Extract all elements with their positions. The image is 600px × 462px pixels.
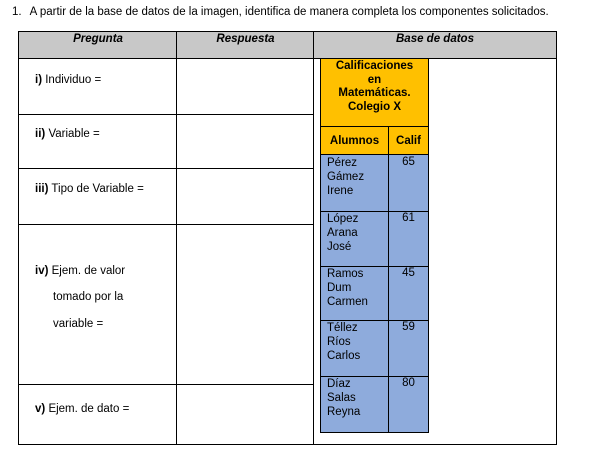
row-divider	[19, 114, 314, 115]
question-ejemplo-valor-line3: variable =	[53, 318, 104, 330]
database-column-alumnos: Alumnos	[321, 127, 388, 155]
database-student-name: Ramos Dum Carmen	[327, 268, 368, 308]
question-tipo-variable: iii) Tipo de Variable =	[35, 183, 144, 195]
database-title: Calificaciones en Matemáticas. Colegio X	[321, 59, 428, 127]
worksheet-table	[18, 31, 557, 445]
header-pregunta: Pregunta	[19, 32, 177, 59]
database-grade: 80	[402, 377, 415, 389]
question-ejemplo-dato: v) Ejem. de dato =	[35, 403, 130, 415]
database-student-name: Téllez Ríos Carlos	[327, 322, 361, 362]
question-ejemplo-valor-line2: tomado por la	[53, 291, 124, 303]
question-variable: ii) Variable =	[35, 128, 100, 140]
database-student-name: Pérez Gámez Irene	[327, 157, 365, 197]
database-grade: 45	[402, 267, 415, 279]
database-student-name: Díaz Salas Reyna	[327, 378, 361, 418]
row-divider	[19, 224, 314, 225]
instruction-text: A partir de la base de datos de la imagen, identifica de manera completa los componentes solicitados.	[29, 6, 549, 18]
instruction	[12, 6, 549, 18]
database-grade: 65	[402, 156, 415, 168]
database-table	[320, 58, 429, 433]
question-individuo: i) Individuo =	[35, 74, 102, 86]
database-grade: 61	[402, 212, 415, 224]
header-base-de-datos: Base de datos	[314, 32, 556, 59]
database-column-calif: Calif	[389, 127, 428, 155]
instruction-number: 1.	[12, 6, 22, 18]
column-divider	[313, 32, 314, 444]
header-respuesta: Respuesta	[177, 32, 314, 59]
database-grade: 59	[402, 321, 415, 333]
row-divider	[19, 168, 314, 169]
question-ejemplo-valor: iv) Ejem. de valor	[35, 265, 126, 277]
database-student-name: López Arana José	[327, 213, 359, 253]
row-divider	[19, 384, 314, 385]
column-divider	[176, 32, 177, 444]
